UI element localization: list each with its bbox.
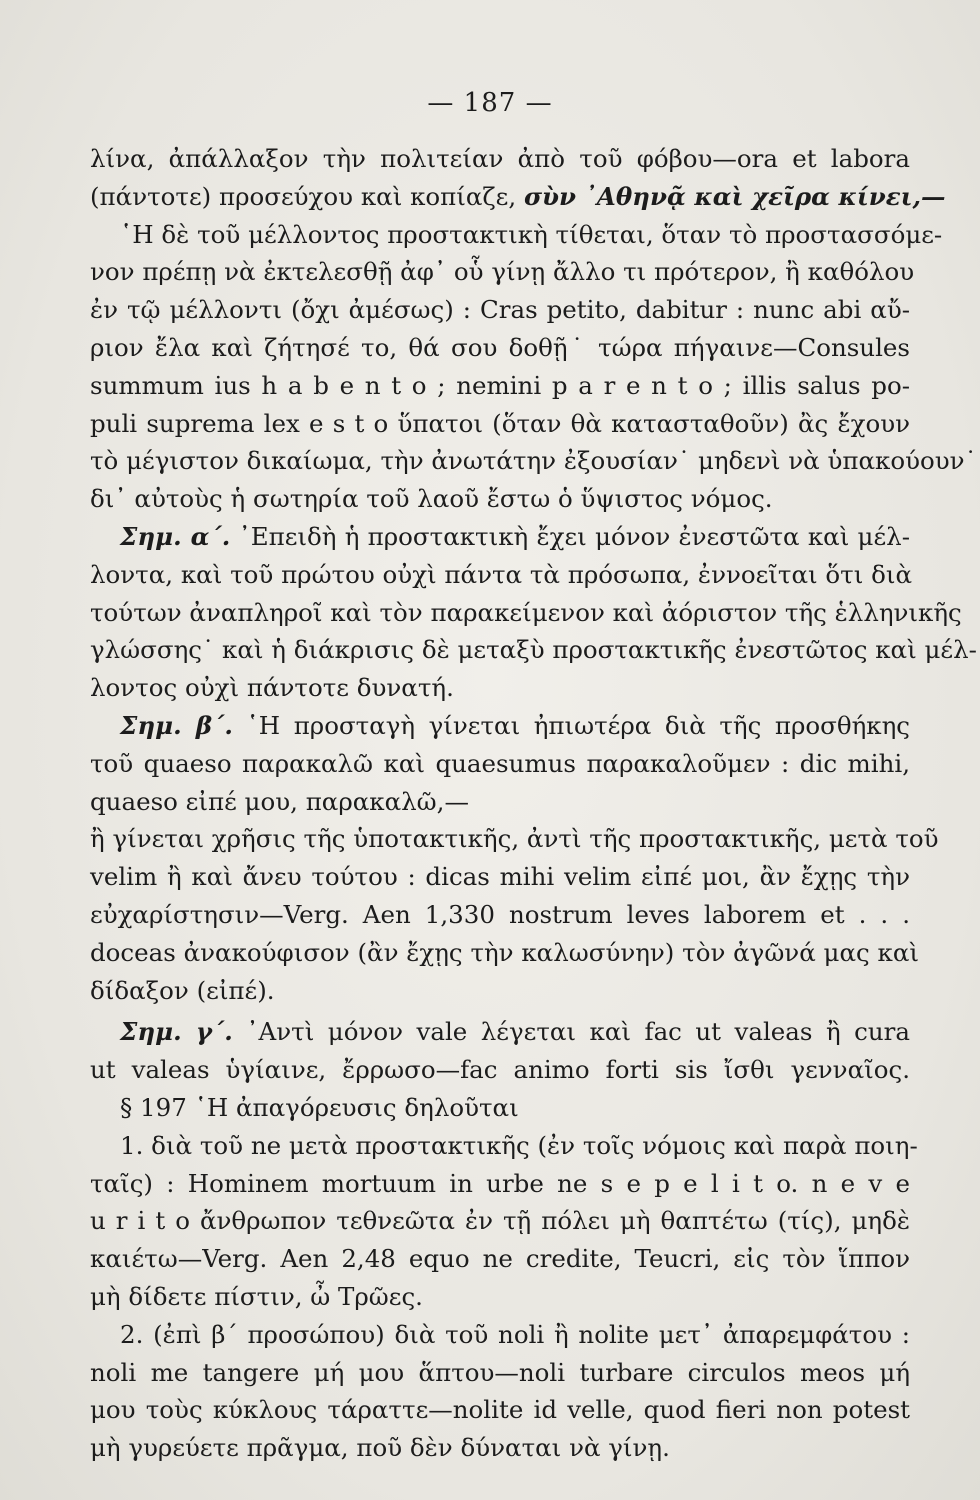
text-line: 1. διὰ τοῦ ne μετὰ προστακτικῆς (ἐν τοῖς νόμοις καὶ παρὰ ποιη- — [120, 1130, 918, 1160]
note-label: Σημ. α΄. — [120, 521, 231, 551]
note-label: Σημ. γ΄. — [120, 1017, 233, 1047]
text-line — [90, 178, 946, 216]
text-line — [90, 1013, 910, 1051]
text-line: noli me tangere μή μου ἅπτου—noli turbare circulos meos μή — [90, 1357, 910, 1387]
text-line: τούτων ἀναπληροῖ καὶ τὸν παρακείμενον καὶ ἀόριστον τῆς ἑλληνικῆς — [90, 597, 962, 627]
text-line: τοῦ quaeso παρακαλῶ καὶ quaesumus παρακαλοῦμεν : dic mihi, — [90, 748, 910, 778]
text-line: ut valeas ὑγίαινε, ἔρρωσο—fac animo forti sis ἴσθι γενναῖος. — [90, 1055, 910, 1085]
text-line: δίδαξον (εἰπέ). — [90, 975, 275, 1005]
text-line: καιέτω—Verg. Aen 2,48 equo ne credite, Teucri, εἰς τὸν ἵππον — [90, 1244, 910, 1274]
page-text — [90, 140, 977, 1467]
text-line: puli suprema lex e s t o ὕπατοι (ὅταν θὰ κατασταθοῦν) ἂς ἔχουν — [90, 408, 910, 438]
motto-phrase: σὺν ᾿Αθηνᾷ καὶ χεῖρα κίνει,— — [523, 181, 946, 211]
text-line: ριον ἔλα καὶ ζήτησέ το, θά σου δοθῇ˙ τώρα πήγαινε—Consules — [90, 332, 910, 362]
text-line: ταῖς) : Hominem mortuum in urbe ne s e p e l i t o. n e v e — [90, 1168, 910, 1198]
text-line: γλώσσης˙ καὶ ἡ διάκρισις δὲ μεταξὺ προστακτικῆς ἐνεστῶτος καὶ μέλ- — [90, 635, 977, 665]
text-line — [90, 518, 910, 556]
text-line — [90, 707, 910, 745]
note-label: Σημ. β΄. — [120, 710, 233, 740]
section-heading: § 197 ῾Η ἀπαγόρευσις δηλοῦται — [120, 1092, 519, 1122]
text-line: μὴ δίδετε πίστιν, ὦ Τρῶες. — [90, 1281, 423, 1311]
text-line: λοντος οὐχὶ πάντοτε δυνατή. — [90, 673, 454, 703]
text-line: ῾Η δὲ τοῦ μέλλοντος προστακτικὴ τίθεται, ὅταν τὸ προστασσόμε- — [120, 219, 943, 249]
text-line: λοντα, καὶ τοῦ πρώτου οὐχὶ πάντα τὰ πρόσωπα, ἐννοεῖται ὅτι διὰ — [90, 559, 913, 589]
text-line: μου τοὺς κύκλους τάραττε—nolite id velle, quod fieri non potest — [90, 1395, 910, 1425]
text-line: summum ius h a b e n t o ; nemini p a r e n t o ; illis salus po- — [90, 370, 910, 400]
text-line: ἐν τῷ μέλλοντι (ὄχι ἀμέσως) : Cras petito, dabitur : nunc abi αὔ- — [90, 295, 910, 325]
text-line: ἢ γίνεται χρῆσις τῆς ὑποτακτικῆς, ἀντὶ τῆς προστακτικῆς, μετὰ τοῦ — [90, 824, 939, 854]
text-segment: (πάντοτε) προσεύχου καὶ κοπίαζε, — [90, 181, 517, 211]
text-line: δι᾿ αὐτοὺς ἡ σωτηρία τοῦ λαοῦ ἔστω ὁ ὕψιστος νόμος. — [90, 484, 773, 514]
text-line: u r i t o ἄνθρωπον τεθνεῶτα ἐν τῇ πόλει μὴ θαπτέτω (τίς), μηδὲ — [90, 1206, 910, 1236]
text-segment: ῾Η προσταγὴ γίνεται ἠπιωτέρα διὰ τῆς προσθήκης — [246, 710, 910, 740]
text-segment: ᾿Επειδὴ ἡ προστακτικὴ ἔχει μόνον ἐνεστῶτα καὶ μέλ- — [238, 521, 910, 551]
text-line: μὴ γυρεύετε πρᾶγμα, ποῦ δὲν δύναται νὰ γίνῃ. — [90, 1433, 670, 1463]
text-segment: ᾿Αντὶ μόνον vale λέγεται καὶ fac ut valeas ἢ cura — [246, 1017, 910, 1047]
text-line: τὸ μέγιστον δικαίωμα, τὴν ἀνωτάτην ἐξουσίαν˙ μηδενὶ νὰ ὑπακούουν˙ — [90, 446, 977, 476]
text-line: λίνα, ἀπάλλαξον τὴν πολιτείαν ἀπὸ τοῦ φόβου—ora et labora — [90, 144, 910, 173]
text-line: νον πρέπῃ νὰ ἐκτελεσθῇ ἀφ᾿ οὗ γίνῃ ἄλλο τι πρότερον, ἢ καθόλου — [90, 257, 915, 287]
text-line: velim ἢ καὶ ἄνευ τούτου : dicas mihi velim εἰπέ μοι, ἂν ἔχῃς τὴν — [90, 862, 910, 892]
text-line: quaeso εἰπέ μου, παρακαλῶ,— — [90, 786, 469, 816]
text-line: 2. (ἐπὶ β΄ προσώπου) διὰ τοῦ noli ἢ nolite μετ᾿ ἀπαρεμφάτου : — [120, 1319, 910, 1349]
text-line: εὐχαρίστησιν—Verg. Aen 1,330 nostrum leves laborem et . . . — [90, 899, 910, 929]
page-number: — 187 — — [427, 88, 553, 118]
text-line: doceas ἀνακούφισον (ἂν ἔχῃς τὴν καλωσύνην) τὸν ἀγῶνά μας καὶ — [90, 937, 919, 967]
